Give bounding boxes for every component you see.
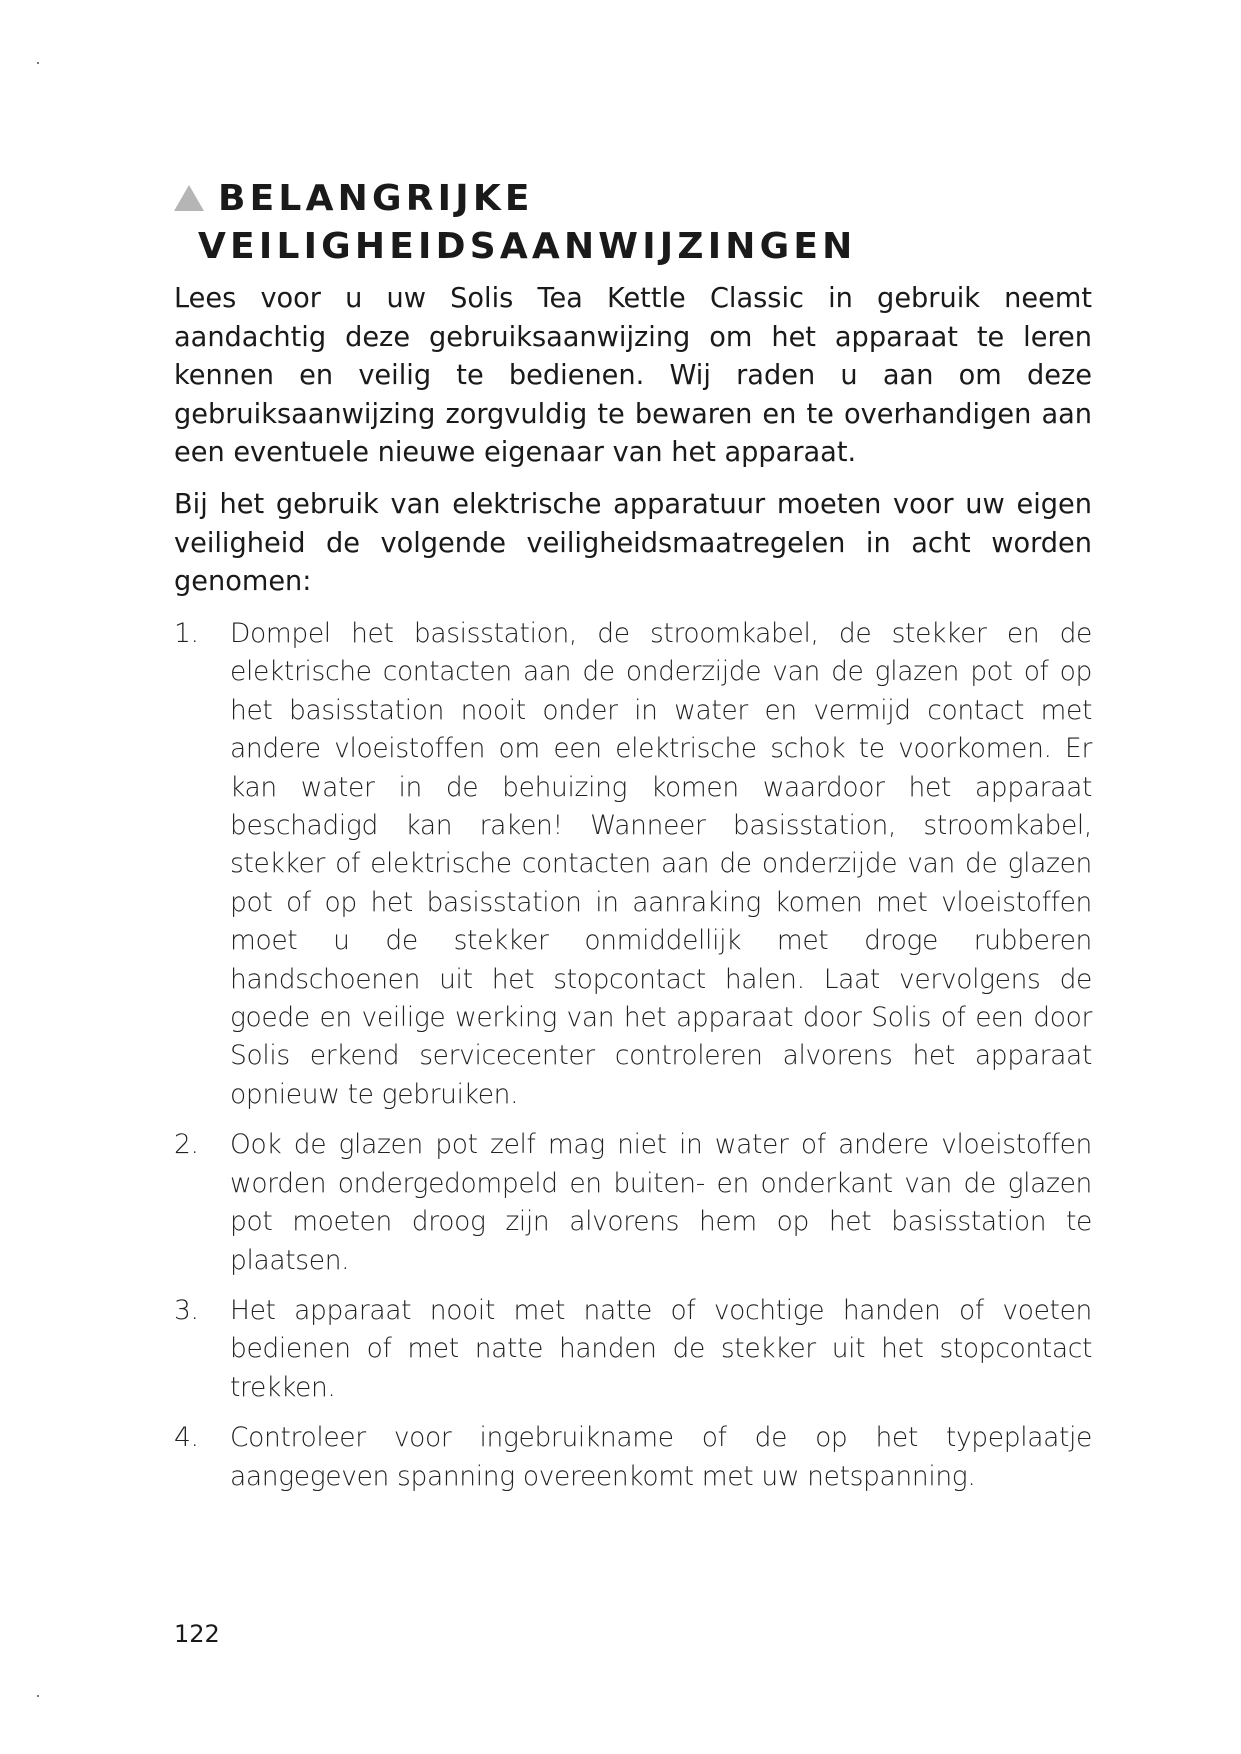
list-item-text: Controleer voor ingebruikname of de op het typeplaatje aangegeven spanning overeenkomt met uw netspanning.: [230, 1422, 1092, 1492]
list-item-number: 3.: [174, 1294, 199, 1326]
list-item-number: 1.: [174, 618, 199, 649]
heading-line-1-text: BELANGRIJKE: [218, 178, 534, 219]
intro-paragraph-2: Bij het gebruik van elektrische apparatuur moeten voor uw eigen veiligheid de volgende veiligheidsmaatregelen in acht worden genomen:: [174, 489, 1092, 597]
list-item-number: 2.: [174, 1129, 199, 1161]
crop-mark-top: [37, 62, 39, 64]
list-item: [174, 1292, 1092, 1407]
list-item-text: Dompel het basisstation, de stroomkabel, de stekker en de elektrische contacten aan de onderzijde van de glazen pot of op het basisstation nooit onder in water en vermijd contact met andere vloeistoffen om een elektrische schok te voorkomen. Er kan water in de behuizing komen waardoor het apparaat beschadigd kan raken! Wanneer basisstation, stroomkabel, stekker of elektrische contacten aan de onderzijde van de glazen pot of op het basisstation in aanraking komen met vloeistoffen moet u de stekker onmiddellijk met droge rubberen handschoenen uit het stopcontact halen. Laat vervolgens de goede en veilige werking van het apparaat door Solis of een door Solis erkend servicecenter controleren alvorens het apparaat opnieuw te gebruiken.: [230, 618, 1092, 1110]
list-item: [174, 1419, 1092, 1496]
safety-instructions-list: [174, 615, 1092, 1508]
page-number: 122: [174, 1620, 220, 1648]
heading-line-1: [174, 175, 1094, 223]
heading-line-2: VEILIGHEIDSAANWIJZINGEN: [198, 226, 857, 267]
list-item-number: 4.: [174, 1422, 199, 1454]
list-item: [174, 1126, 1092, 1280]
intro-paragraph-1: Lees voor u uw Solis Tea Kettle Classic in gebruik neemt aandachtig deze gebruiksaanwijzing om het apparaat te leren kennen en veilig te bedienen. Wij raden u aan om deze gebruiksaanwijzing zorgvuldig te bewaren en te overhandigen aan een eventuele nieuwe eigenaar van het apparaat.: [174, 283, 1092, 468]
list-item: [174, 615, 1092, 1114]
list-item-text: Het apparaat nooit met natte of vochtige handen of voeten bedienen of met natte handen de stekker uit het stopcontact trekken.: [230, 1294, 1092, 1403]
warning-triangle-icon: [174, 185, 204, 211]
section-heading: [174, 175, 1094, 271]
crop-mark-bottom: [37, 1695, 39, 1697]
list-item-text: Ook de glazen pot zelf mag niet in water of andere vloeistoffen worden ondergedompeld en buiten- en onderkant van de glazen pot moeten droog zijn alvorens hem op het basisstation te plaatsen.: [230, 1129, 1092, 1276]
